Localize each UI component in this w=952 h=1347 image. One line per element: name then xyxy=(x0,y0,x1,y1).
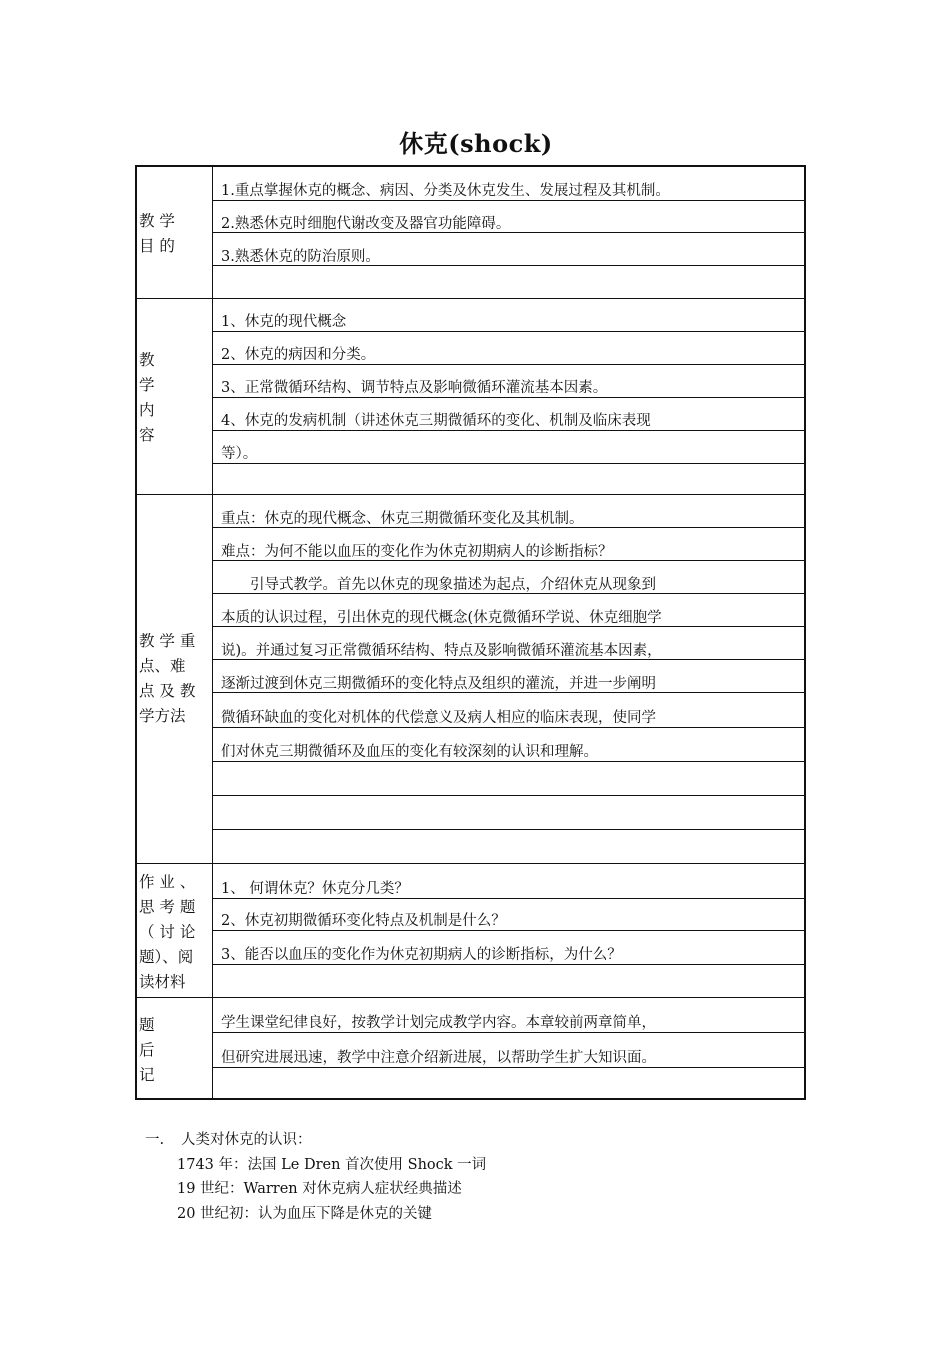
row-line xyxy=(213,829,804,830)
objective-row: 1.重点掌握休克的概念、病因、分类及休克发生、发展过程及其机制。 xyxy=(221,183,670,199)
row-line xyxy=(213,1067,804,1068)
history-item: 19 世纪：Warren 对休克病人症状经典描述 xyxy=(177,1181,462,1197)
difficulty-row: 难点：为何不能以血压的变化作为休克初期病人的诊断指标？ xyxy=(221,544,613,560)
section-divider xyxy=(137,997,804,998)
history-item: 20 世纪初：认为血压下降是休克的关键 xyxy=(177,1205,433,1222)
row-line xyxy=(213,397,804,398)
row-line xyxy=(213,964,804,965)
postscript-row: 学生课堂纪律良好，按教学计划完成教学内容。本章较前两章简单， xyxy=(221,1015,656,1031)
key-point-row: 重点：休克的现代概念、休克三期微循环变化及其机制。 xyxy=(221,511,584,527)
history-item: 1743 年：法国 Le Dren 首次使用 Shock 一词 xyxy=(177,1156,487,1173)
section-label-postscript: 题 后 记 xyxy=(139,1016,155,1084)
row-line xyxy=(213,898,804,899)
postscript-row: 但研究进展迅速，教学中注意介绍新进展，以帮助学生扩大知识面。 xyxy=(221,1050,656,1066)
section-divider xyxy=(137,298,804,299)
row-line xyxy=(213,727,804,728)
notes-section xyxy=(145,1128,486,1226)
method-row: 引导式教学。首先以休克的现象描述为起点，介绍休克从现象到 xyxy=(221,577,656,593)
section-label-key-points-methods: 教 学 重 点、难 点 及 教 学方法 xyxy=(139,632,196,725)
content-row: 1、休克的现代概念 xyxy=(221,314,347,330)
page-title: 休克(shock) xyxy=(399,129,553,158)
objective-row: 3.熟悉休克的防治原则。 xyxy=(221,249,380,265)
notes-heading xyxy=(145,1128,486,1153)
row-line xyxy=(213,1032,804,1033)
section-label-content: 教 学 内 容 xyxy=(139,351,155,444)
objective-row: 2.熟悉休克时细胞代谢改变及器官功能障碍。 xyxy=(221,216,511,232)
method-row: 逐渐过渡到休克三期微循环的变化特点及组织的灌流，并进一步阐明 xyxy=(221,676,656,692)
section-label-objectives: 教 学 目 的 xyxy=(139,212,175,255)
notes-heading-text: 人类对休克的认识： xyxy=(181,1132,312,1148)
content-row: 4、休克的发病机制（讲述休克三期微循环的变化、机制及临床表现 xyxy=(221,413,651,429)
homework-row: 2、休克初期微循环变化特点及机制是什么？ xyxy=(221,913,506,929)
method-row: 微循环缺血的变化对机体的代偿意义及病人相应的临床表现，使同学 xyxy=(221,710,656,726)
method-row: 说)。并通过复习正常微循环结构、特点及影响微循环灌流基本因素， xyxy=(221,643,662,659)
label-column-divider xyxy=(212,167,213,1098)
row-line xyxy=(213,430,804,431)
row-line xyxy=(213,364,804,365)
row-line xyxy=(213,331,804,332)
row-line xyxy=(213,795,804,796)
row-line xyxy=(213,200,804,201)
homework-row: 1、 何谓休克？休克分几类？ xyxy=(221,881,409,897)
content-row: 等）。 xyxy=(221,446,258,462)
homework-row: 3、能否以血压的变化作为休克初期病人的诊断指标，为什么？ xyxy=(221,947,622,963)
content-row: 2、休克的病因和分类。 xyxy=(221,347,376,363)
content-row: 3、正常微循环结构、调节特点及影响微循环灌流基本因素。 xyxy=(221,380,608,396)
row-line xyxy=(213,761,804,762)
method-row: 们对休克三期微循环及血压的变化有较深刻的认识和理解。 xyxy=(221,744,598,760)
notes-heading-number: 一. xyxy=(145,1132,165,1148)
section-divider xyxy=(137,863,804,864)
lesson-plan-table xyxy=(135,165,806,1100)
row-line xyxy=(213,463,804,464)
section-divider xyxy=(137,494,804,495)
section-label-homework: 作 业 、 思 考 题 （ 讨 论 题）、阅 读材料 xyxy=(139,873,196,991)
row-line xyxy=(213,930,804,931)
method-row: 本质的认识过程，引出休克的现代概念(休克微循环学说、休克细胞学 xyxy=(221,610,662,626)
